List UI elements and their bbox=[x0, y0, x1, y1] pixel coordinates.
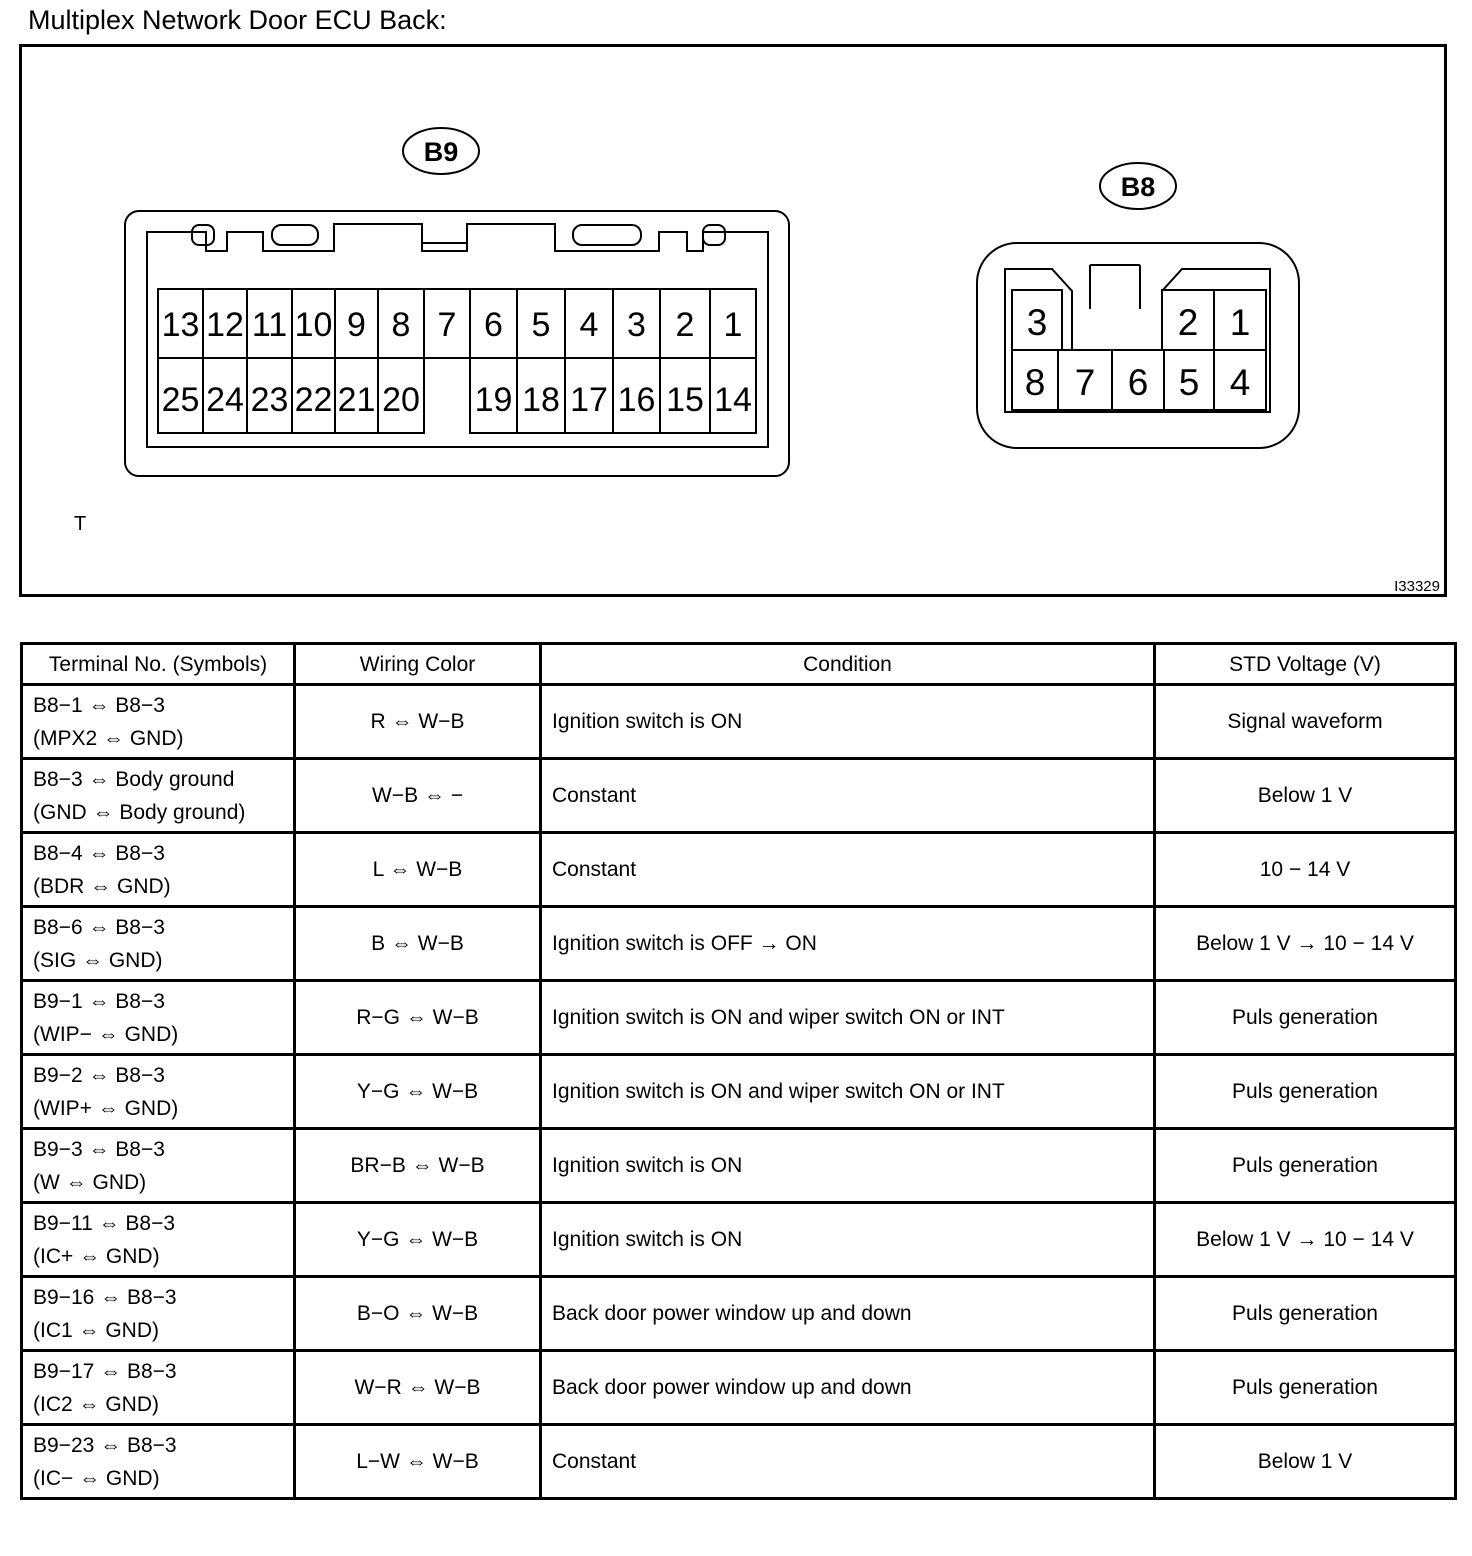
b8-pin-number: 4 bbox=[1229, 362, 1251, 403]
table-row bbox=[22, 1277, 1456, 1351]
b9-pin-number: 16 bbox=[617, 381, 656, 419]
terminal-pair: B8−3 ⇔ Body ground bbox=[33, 767, 235, 791]
terminal-cell bbox=[22, 981, 295, 1055]
std-voltage-cell: Puls generation bbox=[1155, 1129, 1456, 1203]
b8-pin-number: 1 bbox=[1229, 302, 1251, 343]
wiring-color-cell: B ⇔ W−B bbox=[295, 907, 541, 981]
header-condition: Condition bbox=[541, 644, 1155, 685]
table-row bbox=[22, 1425, 1456, 1499]
b9-key-left bbox=[192, 225, 214, 245]
std-voltage-cell: Below 1 V bbox=[1155, 759, 1456, 833]
b9-pin-number: 22 bbox=[294, 381, 333, 419]
side-mark: T bbox=[74, 513, 87, 535]
std-voltage-cell: Below 1 V bbox=[1155, 1425, 1456, 1499]
wiring-color-cell: R ⇔ W−B bbox=[295, 685, 541, 759]
wiring-color-cell: Y−G ⇔ W−B bbox=[295, 1203, 541, 1277]
b9-pin-number: 4 bbox=[579, 306, 599, 344]
terminal-symbols: (WIP− ⇔ GND) bbox=[33, 1022, 179, 1046]
terminal-symbols: (GND ⇔ Body ground) bbox=[33, 800, 246, 824]
condition-cell: Constant bbox=[541, 759, 1155, 833]
b9-key-right bbox=[703, 225, 725, 245]
terminal-cell bbox=[22, 907, 295, 981]
wiring-color-cell: Y−G ⇔ W−B bbox=[295, 1055, 541, 1129]
condition-cell: Constant bbox=[541, 1425, 1155, 1499]
b9-pin-number: 7 bbox=[437, 306, 457, 344]
header-terminal: Terminal No. (Symbols) bbox=[22, 644, 295, 685]
b8-pin-number: 8 bbox=[1024, 362, 1046, 403]
b9-pin-number: 17 bbox=[570, 381, 608, 419]
b9-pin-number: 10 bbox=[294, 306, 333, 344]
condition-cell: Back door power window up and down bbox=[541, 1277, 1155, 1351]
b9-pin-number: 8 bbox=[391, 306, 411, 344]
terminal-symbols: (BDR ⇔ GND) bbox=[33, 874, 171, 898]
terminal-symbols: (MPX2 ⇔ GND) bbox=[33, 726, 184, 750]
terminal-symbols: (SIG ⇔ GND) bbox=[33, 948, 163, 972]
condition-cell: Ignition switch is ON bbox=[541, 1129, 1155, 1203]
std-voltage-cell: Below 1 V → 10 − 14 V bbox=[1155, 1203, 1456, 1277]
header-std-voltage: STD Voltage (V) bbox=[1155, 644, 1456, 685]
condition-cell: Ignition switch is ON and wiper switch ON or INT bbox=[541, 1055, 1155, 1129]
b8-pin-number: 2 bbox=[1177, 302, 1199, 343]
b9-label: B9 bbox=[423, 137, 459, 167]
terminal-symbols: (IC+ ⇔ GND) bbox=[33, 1244, 160, 1268]
table-row bbox=[22, 759, 1456, 833]
terminal-cell bbox=[22, 685, 295, 759]
std-voltage-cell: Puls generation bbox=[1155, 981, 1456, 1055]
terminal-symbols: (W ⇔ GND) bbox=[33, 1170, 147, 1194]
b9-latch bbox=[422, 225, 467, 243]
std-voltage-cell: Puls generation bbox=[1155, 1055, 1456, 1129]
terminal-cell bbox=[22, 1277, 295, 1351]
b9-pin-number: 6 bbox=[484, 306, 503, 344]
terminal-symbols: (IC1 ⇔ GND) bbox=[33, 1318, 159, 1342]
terminal-cell bbox=[22, 1055, 295, 1129]
wiring-color-cell: BR−B ⇔ W−B bbox=[295, 1129, 541, 1203]
page-title: Multiplex Network Door ECU Back: bbox=[28, 5, 447, 35]
terminal-cell bbox=[22, 833, 295, 907]
terminal-cell bbox=[22, 1351, 295, 1425]
terminal-symbols: (IC2 ⇔ GND) bbox=[33, 1392, 159, 1416]
table-row bbox=[22, 981, 1456, 1055]
table-row bbox=[22, 685, 1456, 759]
terminal-symbols: (IC− ⇔ GND) bbox=[33, 1466, 160, 1490]
terminal-pair: B9−11 ⇔ B8−3 bbox=[33, 1211, 176, 1235]
std-voltage-cell: Puls generation bbox=[1155, 1351, 1456, 1425]
connector-diagram bbox=[19, 44, 1447, 597]
terminal-pair: B8−4 ⇔ B8−3 bbox=[33, 841, 165, 865]
b9-pin-number: 21 bbox=[337, 381, 376, 419]
figure-code: I33329 bbox=[1394, 578, 1440, 594]
terminal-pair: B9−17 ⇔ B8−3 bbox=[33, 1359, 177, 1383]
wiring-color-cell: B−O ⇔ W−B bbox=[295, 1277, 541, 1351]
terminal-pair: B9−3 ⇔ B8−3 bbox=[33, 1137, 165, 1161]
condition-cell: Ignition switch is OFF → ON bbox=[541, 907, 1155, 981]
b8-pin-number: 3 bbox=[1026, 302, 1048, 343]
terminal-symbols: (WIP+ ⇔ GND) bbox=[33, 1096, 179, 1120]
wiring-color-cell: L−W ⇔ W−B bbox=[295, 1425, 541, 1499]
b9-pin-number: 9 bbox=[347, 306, 366, 344]
std-voltage-cell: Signal waveform bbox=[1155, 685, 1456, 759]
condition-cell: Ignition switch is ON bbox=[541, 685, 1155, 759]
b8-pin-number: 5 bbox=[1178, 362, 1200, 403]
b9-pin-number: 15 bbox=[666, 381, 704, 419]
b8-housing bbox=[977, 243, 1299, 448]
std-voltage-cell: Puls generation bbox=[1155, 1277, 1456, 1351]
b8-label: B8 bbox=[1120, 172, 1156, 202]
condition-cell: Ignition switch is ON and wiper switch ON or INT bbox=[541, 981, 1155, 1055]
terminal-spec-table bbox=[20, 642, 1457, 1500]
b9-pin-number: 18 bbox=[522, 381, 560, 419]
b9-pin-number: 3 bbox=[627, 306, 646, 344]
terminal-cell bbox=[22, 1425, 295, 1499]
std-voltage-cell: Below 1 V → 10 − 14 V bbox=[1155, 907, 1456, 981]
table-row bbox=[22, 833, 1456, 907]
b9-pin-number: 20 bbox=[382, 381, 420, 419]
table-row bbox=[22, 907, 1456, 981]
connector-drawing bbox=[22, 47, 1444, 594]
terminal-cell bbox=[22, 1203, 295, 1277]
header-wiring-color: Wiring Color bbox=[295, 644, 541, 685]
terminal-cell bbox=[22, 1129, 295, 1203]
b9-pin-number: 12 bbox=[206, 306, 244, 344]
terminal-pair: B8−1 ⇔ B8−3 bbox=[33, 693, 165, 717]
std-voltage-cell: 10 − 14 V bbox=[1155, 833, 1456, 907]
terminal-pair: B9−1 ⇔ B8−3 bbox=[33, 989, 165, 1013]
b9-pin-number: 2 bbox=[675, 306, 695, 344]
terminal-pair: B9−2 ⇔ B8−3 bbox=[33, 1063, 165, 1087]
terminal-pair: B9−16 ⇔ B8−3 bbox=[33, 1285, 177, 1309]
b9-pin-number: 14 bbox=[714, 381, 752, 419]
b9-pin-number: 1 bbox=[723, 306, 743, 344]
table-row bbox=[22, 1129, 1456, 1203]
table-row bbox=[22, 1203, 1456, 1277]
b9-pin-number: 23 bbox=[250, 381, 289, 419]
b8-pin-number: 6 bbox=[1127, 362, 1149, 403]
wiring-color-cell: W−R ⇔ W−B bbox=[295, 1351, 541, 1425]
terminal-cell bbox=[22, 759, 295, 833]
b9-pin-number: 11 bbox=[251, 306, 288, 344]
b9-pin-number: 19 bbox=[474, 381, 513, 419]
b8-pin-number: 7 bbox=[1074, 362, 1096, 403]
b9-pin-number: 25 bbox=[161, 381, 200, 419]
condition-cell: Back door power window up and down bbox=[541, 1351, 1155, 1425]
table-header-row bbox=[22, 644, 1456, 685]
b9-pin-number: 24 bbox=[206, 381, 244, 419]
terminal-pair: B8−6 ⇔ B8−3 bbox=[33, 915, 165, 939]
b9-key-slot-right bbox=[573, 225, 641, 245]
table-row bbox=[22, 1055, 1456, 1129]
b9-key-slot-left bbox=[272, 225, 318, 245]
wiring-color-cell: R−G ⇔ W−B bbox=[295, 981, 541, 1055]
wiring-color-cell: L ⇔ W−B bbox=[295, 833, 541, 907]
b9-pin-number: 13 bbox=[161, 306, 200, 344]
terminal-pair: B9−23 ⇔ B8−3 bbox=[33, 1433, 177, 1457]
table-row bbox=[22, 1351, 1456, 1425]
condition-cell: Ignition switch is ON bbox=[541, 1203, 1155, 1277]
b8-latch bbox=[1090, 265, 1140, 309]
wiring-color-cell: W−B ⇔ − bbox=[295, 759, 541, 833]
condition-cell: Constant bbox=[541, 833, 1155, 907]
b9-pin-number: 5 bbox=[531, 306, 551, 344]
